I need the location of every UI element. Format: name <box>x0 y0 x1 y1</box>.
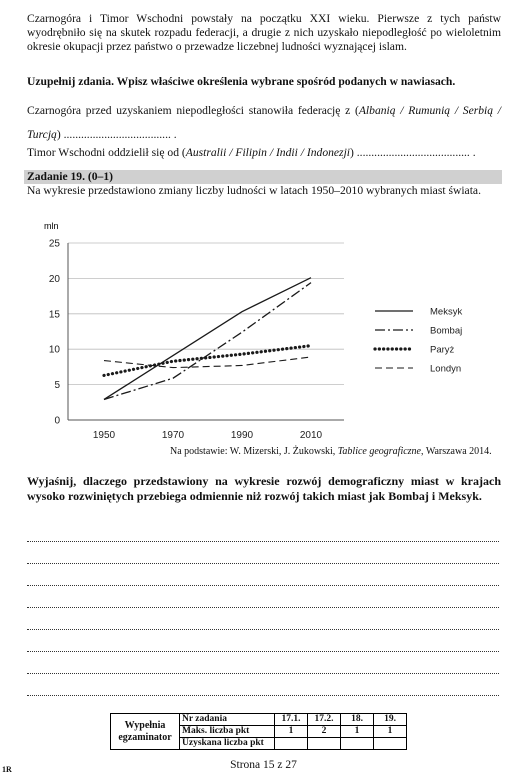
sentence1-options-a: Albanią / Rumunią / <box>358 104 459 117</box>
x-tick-label: 1970 <box>161 430 185 441</box>
sentence-montenegro <box>27 99 501 147</box>
max-points-cell: 1 <box>275 726 308 738</box>
sentence-timor <box>27 146 501 160</box>
legend-label: Bombaj <box>430 325 463 337</box>
question-text: Wyjaśnij, dlaczego przedstawiony na wykresie rozwój demograficzny miast w krajach wysoko rozwiniętych przebiega odmiennie niż rozwój takich miast jak Bombaj i Meksyk. <box>27 474 501 503</box>
row-label-obtained-points: Uzyskana liczba pkt <box>180 738 275 750</box>
chart-axes <box>49 239 344 442</box>
task-description: Na wykresie przedstawiono zmiany liczby ludności w latach 1950–2010 wybranych miast świata. <box>27 184 481 197</box>
x-tick-label: 1990 <box>230 430 254 441</box>
obtained-points-cell[interactable] <box>341 738 374 750</box>
obtained-points-cell[interactable] <box>308 738 341 750</box>
source-title: Tablice geograficzne <box>337 446 421 457</box>
answer-line[interactable] <box>27 585 499 586</box>
instruction-text: Uzupełnij zdania. Wpisz właściwe określenia wybrane spośród podanych w nawiasach. <box>27 75 456 88</box>
score-table <box>110 713 407 750</box>
sentence2-suffix: ) ....................................... . <box>350 146 476 159</box>
row-label-max-points: Maks. liczba pkt <box>180 726 275 738</box>
source-suffix: , Warszawa 2014. <box>421 446 492 457</box>
task-number-cell: 17.2. <box>308 714 341 726</box>
sentence1-options-b: Serbią / Turcją <box>27 104 502 141</box>
chart-ylabel: mln <box>44 221 59 231</box>
series-line-meksyk <box>104 278 311 400</box>
fill-label-2: egzaminator <box>118 731 172 743</box>
legend-label: Paryż <box>430 344 455 356</box>
y-tick-label: 0 <box>54 415 60 427</box>
answer-line[interactable] <box>27 541 499 542</box>
answer-line[interactable] <box>27 563 499 564</box>
answer-line[interactable] <box>27 607 499 608</box>
sentence1-prefix: Czarnogóra przed uzyskaniem niepodległości stanowiła federację z ( <box>27 104 359 117</box>
fill-by-examiner-cell <box>111 714 180 750</box>
chart-grid <box>68 243 344 385</box>
source-prefix: Na podstawie: W. Mizerski, J. Żukowski, <box>170 446 336 457</box>
obtained-points-cell[interactable] <box>374 738 407 750</box>
legend-label: Londyn <box>430 363 462 375</box>
page-number: Strona 15 z 27 <box>230 759 297 771</box>
intro-paragraph: Czarnogóra i Timor Wschodni powstały na początku XXI wieku. Pierwsze z tych państw wyodrębniło się na skutek rozpadu federacji, a drugie z nich uzyskało niepodległość po wieloletnim okresie okupacji przez państwo o przewadze liczebnej ludności wyznającej islam. <box>27 12 501 53</box>
y-tick-label: 20 <box>48 273 60 285</box>
population-chart <box>20 218 500 443</box>
sentence2-options: Australii / Filipin / Indii / Indonezji <box>185 146 351 159</box>
corner-code: 1R <box>2 765 12 774</box>
answer-line[interactable] <box>27 695 499 696</box>
obtained-points-cell[interactable] <box>275 738 308 750</box>
sentence2-prefix: Timor Wschodni oddzielił się od ( <box>27 146 186 159</box>
y-tick-label: 10 <box>48 344 60 356</box>
answer-line[interactable] <box>27 629 499 630</box>
max-points-cell: 2 <box>308 726 341 738</box>
source-citation <box>170 446 492 457</box>
series-line-londyn <box>104 357 311 368</box>
max-points-cell: 1 <box>341 726 374 738</box>
x-tick-label: 2010 <box>299 430 323 441</box>
chart-series <box>104 278 311 400</box>
task-title: Zadanie 19. (0–1) <box>27 170 113 183</box>
legend-label: Meksyk <box>430 306 463 318</box>
max-points-cell: 1 <box>374 726 407 738</box>
chart-legend <box>375 307 462 375</box>
task-number-cell: 18. <box>341 714 374 726</box>
y-tick-label: 25 <box>48 238 60 250</box>
y-tick-label: 5 <box>54 380 60 392</box>
series-line-bombaj <box>104 283 311 400</box>
fill-label-1: Wypełnia <box>124 719 166 731</box>
task-number-cell: 19. <box>374 714 407 726</box>
answer-line[interactable] <box>27 673 499 674</box>
x-tick-label: 1950 <box>92 430 116 441</box>
sentence1-suffix: ) ..................................... . <box>56 128 177 141</box>
answer-line[interactable] <box>27 651 499 652</box>
task-number-cell: 17.1. <box>275 714 308 726</box>
y-tick-label: 15 <box>48 309 60 321</box>
row-label-task-number: Nr zadania <box>180 714 275 726</box>
